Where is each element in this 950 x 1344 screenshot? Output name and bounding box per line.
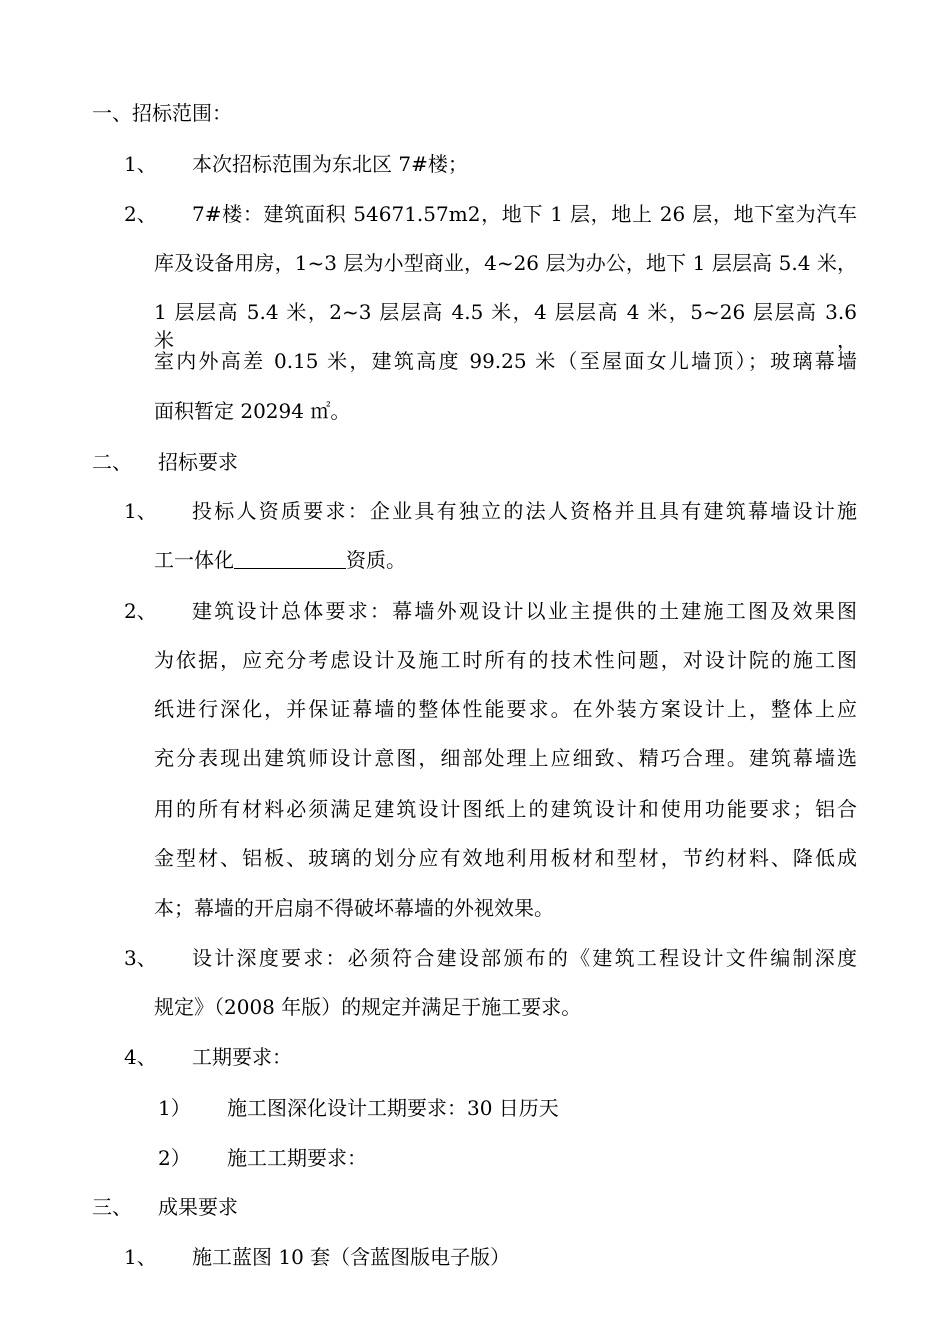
paragraph-line: 本；幕墙的开启扇不得破坏幕墙的外视效果。 xyxy=(154,896,554,920)
paragraph-line-with-blank xyxy=(154,546,406,574)
paragraph-line: 施工蓝图 10 套（含蓝图版电子版） xyxy=(192,1245,511,1269)
section-heading-scope: 一、招标范围： xyxy=(92,101,232,125)
section-heading-requirements: 招标要求 xyxy=(158,450,238,474)
paragraph-line: 1 层层高 5.4 米，2~3 层层高 4.5 米，4 层层高 4 米，5~26 层层高 3.6 米， xyxy=(154,300,857,352)
paragraph-line: 本次招标范围为东北区 7#楼； xyxy=(192,152,468,176)
section-number: 二、 xyxy=(92,450,132,474)
list-number: 1、 xyxy=(124,152,157,176)
paragraph-line: 室内外高差 0.15 米，建筑高度 99.25 米（至屋面女儿墙顶）；玻璃幕墙 xyxy=(154,349,857,373)
paragraph-line: 充分表现出建筑师设计意图，细部处理上应细致、精巧合理。建筑幕墙选 xyxy=(154,746,857,770)
paragraph-line: 金型材、铝板、玻璃的划分应有效地利用板材和型材，节约材料、降低成 xyxy=(154,846,857,870)
paragraph-line: 纸进行深化，并保证幕墙的整体性能要求。在外装方案设计上，整体上应 xyxy=(154,697,857,721)
paragraph-line: 为依据，应充分考虑设计及施工时所有的技术性问题，对设计院的施工图 xyxy=(154,648,857,672)
paragraph-line: 面积暂定 20294 ㎡。 xyxy=(154,399,351,423)
sub-list-number: 1） xyxy=(158,1096,191,1120)
paragraph-line: 规定》（2008 年版）的规定并满足于施工要求。 xyxy=(154,995,582,1019)
list-number: 2、 xyxy=(124,599,157,623)
paragraph-line: 建筑设计总体要求：幕墙外观设计以业主提供的土建施工图及效果图 xyxy=(192,599,857,623)
paragraph-line: 工期要求： xyxy=(192,1045,292,1069)
paragraph-text: 工一体化 xyxy=(154,548,234,572)
fill-in-blank xyxy=(234,548,346,569)
paragraph-line: 7#楼：建筑面积 54671.57m2，地下 1 层，地上 26 层，地下室为汽车 xyxy=(192,202,857,226)
paragraph-line: 用的所有材料必须满足建筑设计图纸上的建筑设计和使用功能要求；铝合 xyxy=(154,797,857,821)
list-number: 1、 xyxy=(124,499,157,523)
paragraph-line: 投标人资质要求：企业具有独立的法人资格并且具有建筑幕墙设计施 xyxy=(192,499,857,523)
list-number: 3、 xyxy=(124,946,157,970)
paragraph-line: 设计深度要求：必须符合建设部颁布的《建筑工程设计文件编制深度 xyxy=(192,946,857,970)
list-number: 4、 xyxy=(124,1045,157,1069)
paragraph-line: 施工工期要求： xyxy=(227,1146,367,1170)
paragraph-line: 施工图深化设计工期要求：30 日历天 xyxy=(227,1096,559,1120)
paragraph-line: 库及设备用房，1~3 层为小型商业，4~26 层为办公，地下 1 层层高 5.4 米， xyxy=(154,251,857,275)
list-number: 1、 xyxy=(124,1245,157,1269)
section-number: 三、 xyxy=(92,1195,132,1219)
paragraph-text: 资质。 xyxy=(346,548,406,572)
list-number: 2、 xyxy=(124,202,157,226)
sub-list-number: 2） xyxy=(158,1146,191,1170)
section-heading-results: 成果要求 xyxy=(158,1195,238,1219)
